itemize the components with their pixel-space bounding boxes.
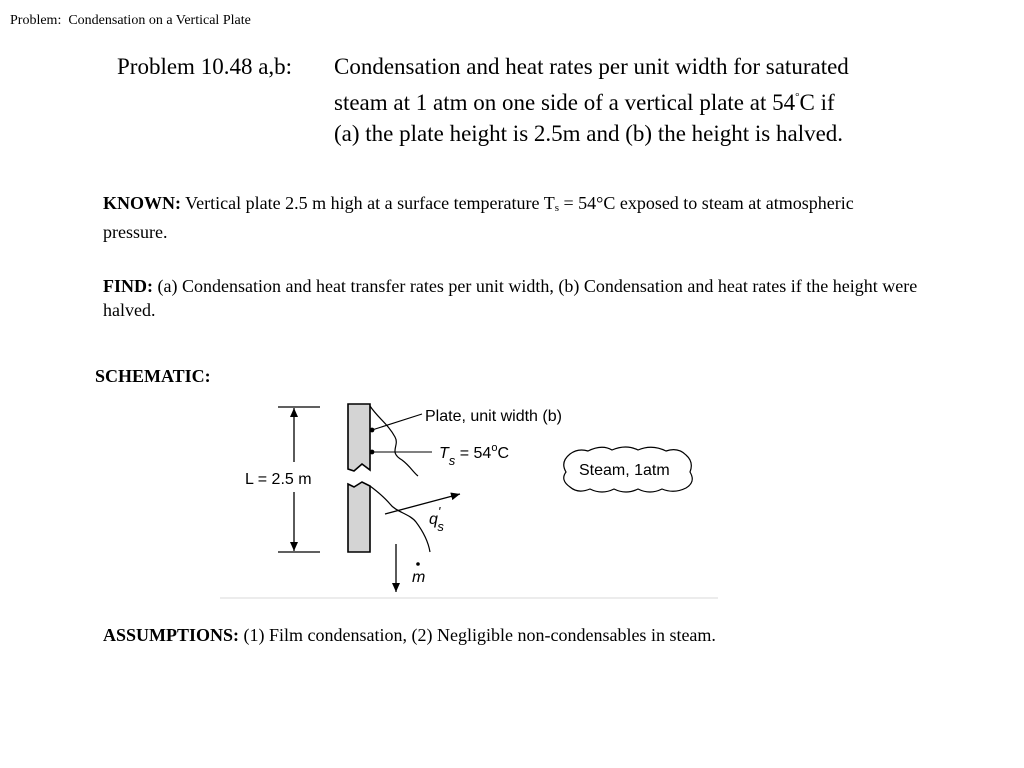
find-label: FIND: <box>103 276 153 296</box>
known-subscript: s <box>554 202 559 214</box>
problem-number: Problem 10.48 a,b: <box>117 54 293 79</box>
vertical-plate <box>348 404 370 552</box>
problem-line-3: (a) the plate height is 2.5m and (b) the height is halved. <box>334 121 844 146</box>
known-section <box>103 191 918 244</box>
problem-line-2 <box>334 82 954 118</box>
known-label: KNOWN: <box>103 193 181 213</box>
ts-subscript: s <box>448 453 456 468</box>
ts-symbol: T <box>439 445 449 462</box>
heat-flux-subscript: s <box>437 519 444 534</box>
assumptions-label: ASSUMPTIONS: <box>103 625 240 645</box>
heat-flux-prime: ' <box>437 504 441 519</box>
heat-flux-arrow <box>385 494 460 514</box>
assumptions-text: (1) Film condensation, (2) Negligible non-condensables in steam. <box>239 625 716 645</box>
length-label: L = 2.5 m <box>245 471 312 488</box>
assumptions-section <box>103 623 918 647</box>
schematic-label: SCHEMATIC: <box>95 366 211 386</box>
mass-rate-label: m <box>412 569 426 586</box>
mass-rate-dot <box>416 562 420 566</box>
schematic-diagram <box>210 392 730 604</box>
problem-line-1: Condensation and heat rates per unit width for saturated <box>334 54 849 79</box>
find-section <box>103 274 918 322</box>
steam-label: Steam, 1atm <box>579 462 670 479</box>
plate-label: Plate, unit width (b) <box>425 408 562 425</box>
problem-line-2-text: steam at 1 atm on one side of a vertical plate at 54 <box>334 90 796 115</box>
degree-symbol: ° <box>795 91 800 103</box>
ts-unit: C <box>497 445 509 462</box>
problem-statement <box>334 51 954 149</box>
surface-temperature-label <box>439 442 509 468</box>
plate-leader-line <box>372 414 422 430</box>
problem-line-2-end: C if <box>799 90 835 115</box>
known-text-end: = 54°C exposed to steam at atmospheric pressure. <box>103 193 854 242</box>
ts-degree: o <box>491 442 498 454</box>
heat-flux-label <box>429 504 444 534</box>
slide-header: Problem: Condensation on a Vertical Plate <box>10 13 251 28</box>
heat-flux-symbol: q <box>429 511 438 528</box>
known-text: Vertical plate 2.5 m high at a surface temperature T <box>181 193 555 213</box>
ts-value: = 54 <box>455 445 492 462</box>
find-text: (a) Condensation and heat transfer rates per unit width, (b) Condensation and heat rates if the height were halved. <box>103 276 918 320</box>
